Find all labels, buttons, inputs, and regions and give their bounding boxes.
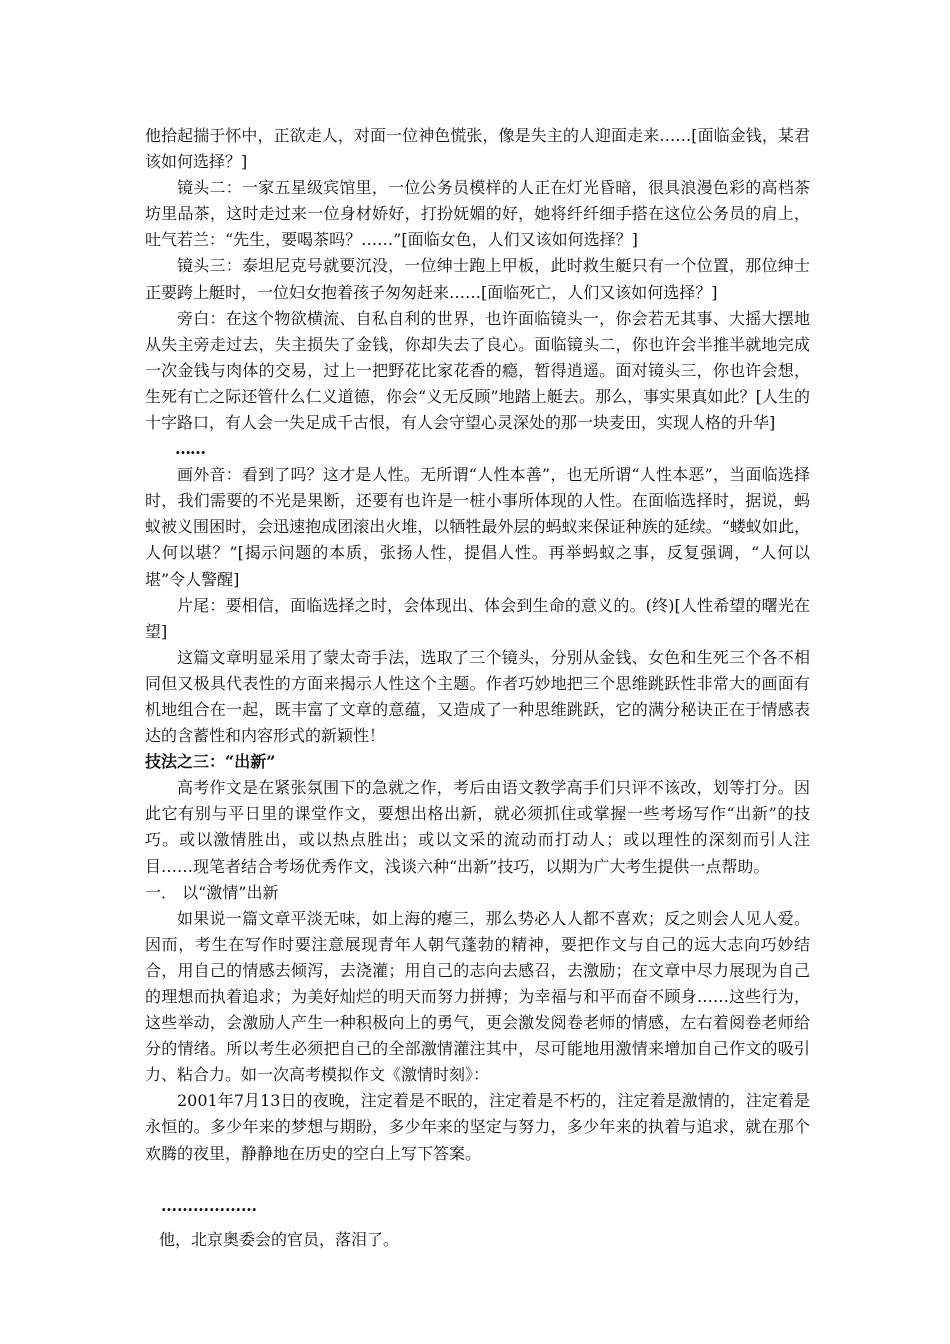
paragraph-narration: 旁白：在这个物欲横流、自私自利的世界，也许面临镜头一，你会若无其事、大摇大摆地从失主旁走过去，失主损失了金钱，你却失去了良心。面临镜头二，你也许会半推半就地完成一次金钱与肉体的交易，过上一把野花比家花香的瘾，暂得逍遥。面对镜头三，你也许会想，生死有亡之际还管什么仁义道德，你会“义无反顾”地踏上艇去。那么，事实果真如此？[人生的十字路口，有人会一失足成千古恨，有人会守望心灵深处的那一块麦田，实现人格的升华]	[145, 308, 810, 433]
paragraph-voiceover: 画外音：看到了吗？这才是人性。无所谓“人性本善”，也无所谓“人性本恶”，当面临选择时，我们需要的不光是果断，还要有也许是一桩小事所体现的人性。在面临选择时，据说，蚂蚁被义围困时，会迅速抱成团滚出火堆，以牺牲最外层的蚂蚁来保证种族的延续。“蝼蚁如此，人何以堪？”[揭示问题的本质，张扬人性，提倡人性。再举蚂蚁之事，反复强调，“人何以堪”令人警醒]	[145, 465, 810, 589]
ellipsis-divider: ………………	[161, 1195, 257, 1215]
paragraph-commentary: 这篇文章明显采用了蒙太奇手法，选取了三个镜头，分别从金钱、女色和生死三个各不相同但又极具代表性的方面来揭示人性这个主题。作者巧妙地把三个思维跳跃性非常大的画面有机地组合在一起，既丰富了文章的意蕴，又造成了一种思维跳跃，它的满分秘诀正在于情感表达的含蓄性和内容形式的新颖性！	[145, 647, 810, 746]
paragraph-passion: 如果说一篇文章平淡无味，如上海的瘪三，那么势必人人都不喜欢；反之则会人见人爱。因而，考生在写作时要注意展现青年人朝气蓬勃的精神，要把作文与自己的远大志向巧妙结合，用自己的情感去倾泻，去浇灌；用自己的志向去感召，去激励；在文章中尽力展现为自己的理想而执着追求；为美好灿烂的明天而努力拼搏；为幸福与和平而奋不顾身……这些行为，这些举动，会激励人产生一种积极向上的勇气，更会激发阅卷老师的情感，左右着阅卷老师给分的情绪。所以考生必须把自己的全部激情灌注其中，尽可能地用激情来增加自己作文的吸引力、粘合力。如一次高考模拟作文《激情时刻》：	[145, 908, 810, 1085]
paragraph-money-choice: 他拾起揣于怀中，正欲走人，对面一位神色慌张，像是失主的人迎面走来……[面临金钱，某君该如何选择？]	[145, 126, 810, 172]
paragraph-scene-two: 镜头二：一家五星级宾馆里，一位公务员模样的人正在灯光昏暗，很具浪漫色彩的高档茶坊里品茶，这时走过来一位身材娇好，打扮妩媚的好，她将纤纤细手搭在这位公务员的肩上，吐气若兰：“先生，要喝茶吗？……”[面临女色，人们又该如何选择？]	[145, 178, 810, 250]
paragraph-ending: 片尾：要相信，面临选择之时，会体现出、体会到生命的意义的。(终)[人性希望的曙光在望]	[145, 595, 810, 641]
document-body	[145, 123, 810, 1253]
section-heading-technique-three: 技法之三：“出新”	[145, 752, 276, 772]
paragraph-scene-three: 镜头三：泰坦尼克号就要沉没，一位绅士跑上甲板，此时救生艇只有一个位置，那位绅士正要跨上艇时，一位妇女抱着孩子匆匆赶来……[面临死亡，人们又该如何选择？]	[145, 256, 810, 302]
paragraph-official-tears: 他，北京奥委会的官员，落泪了。	[159, 1229, 400, 1249]
paragraph-example-2001: 2001年7月13日的夜晚，注定着是不眠的，注定着是不朽的，注定着是激情的，注定着是永恒的。多少年来的梦想与期盼，多少年来的坚定与努力，多少年来的执着与追求，就在那个欢腾的夜里，静静地在历史的空白上写下答案。	[145, 1091, 810, 1163]
subheading-passion: 一． 以“激情”出新	[145, 882, 279, 902]
paragraph-intro-technique: 高考作文是在紧张氛围下的急就之作，考后由语文教学高手们只评不该改，划等打分。因此它有别与平日里的课堂作文，要想出格出新，就必须抓住或掌握一些考场写作“出新”的技巧。或以激情胜出，或以热点胜出；或以文采的流动而打动人；或以理性的深刻而引人注目……现笔者结合考场优秀作文，浅谈六种“出新”技巧，以期为广大考生提供一点帮助。	[145, 778, 810, 876]
ellipsis-line: ……	[175, 439, 205, 459]
